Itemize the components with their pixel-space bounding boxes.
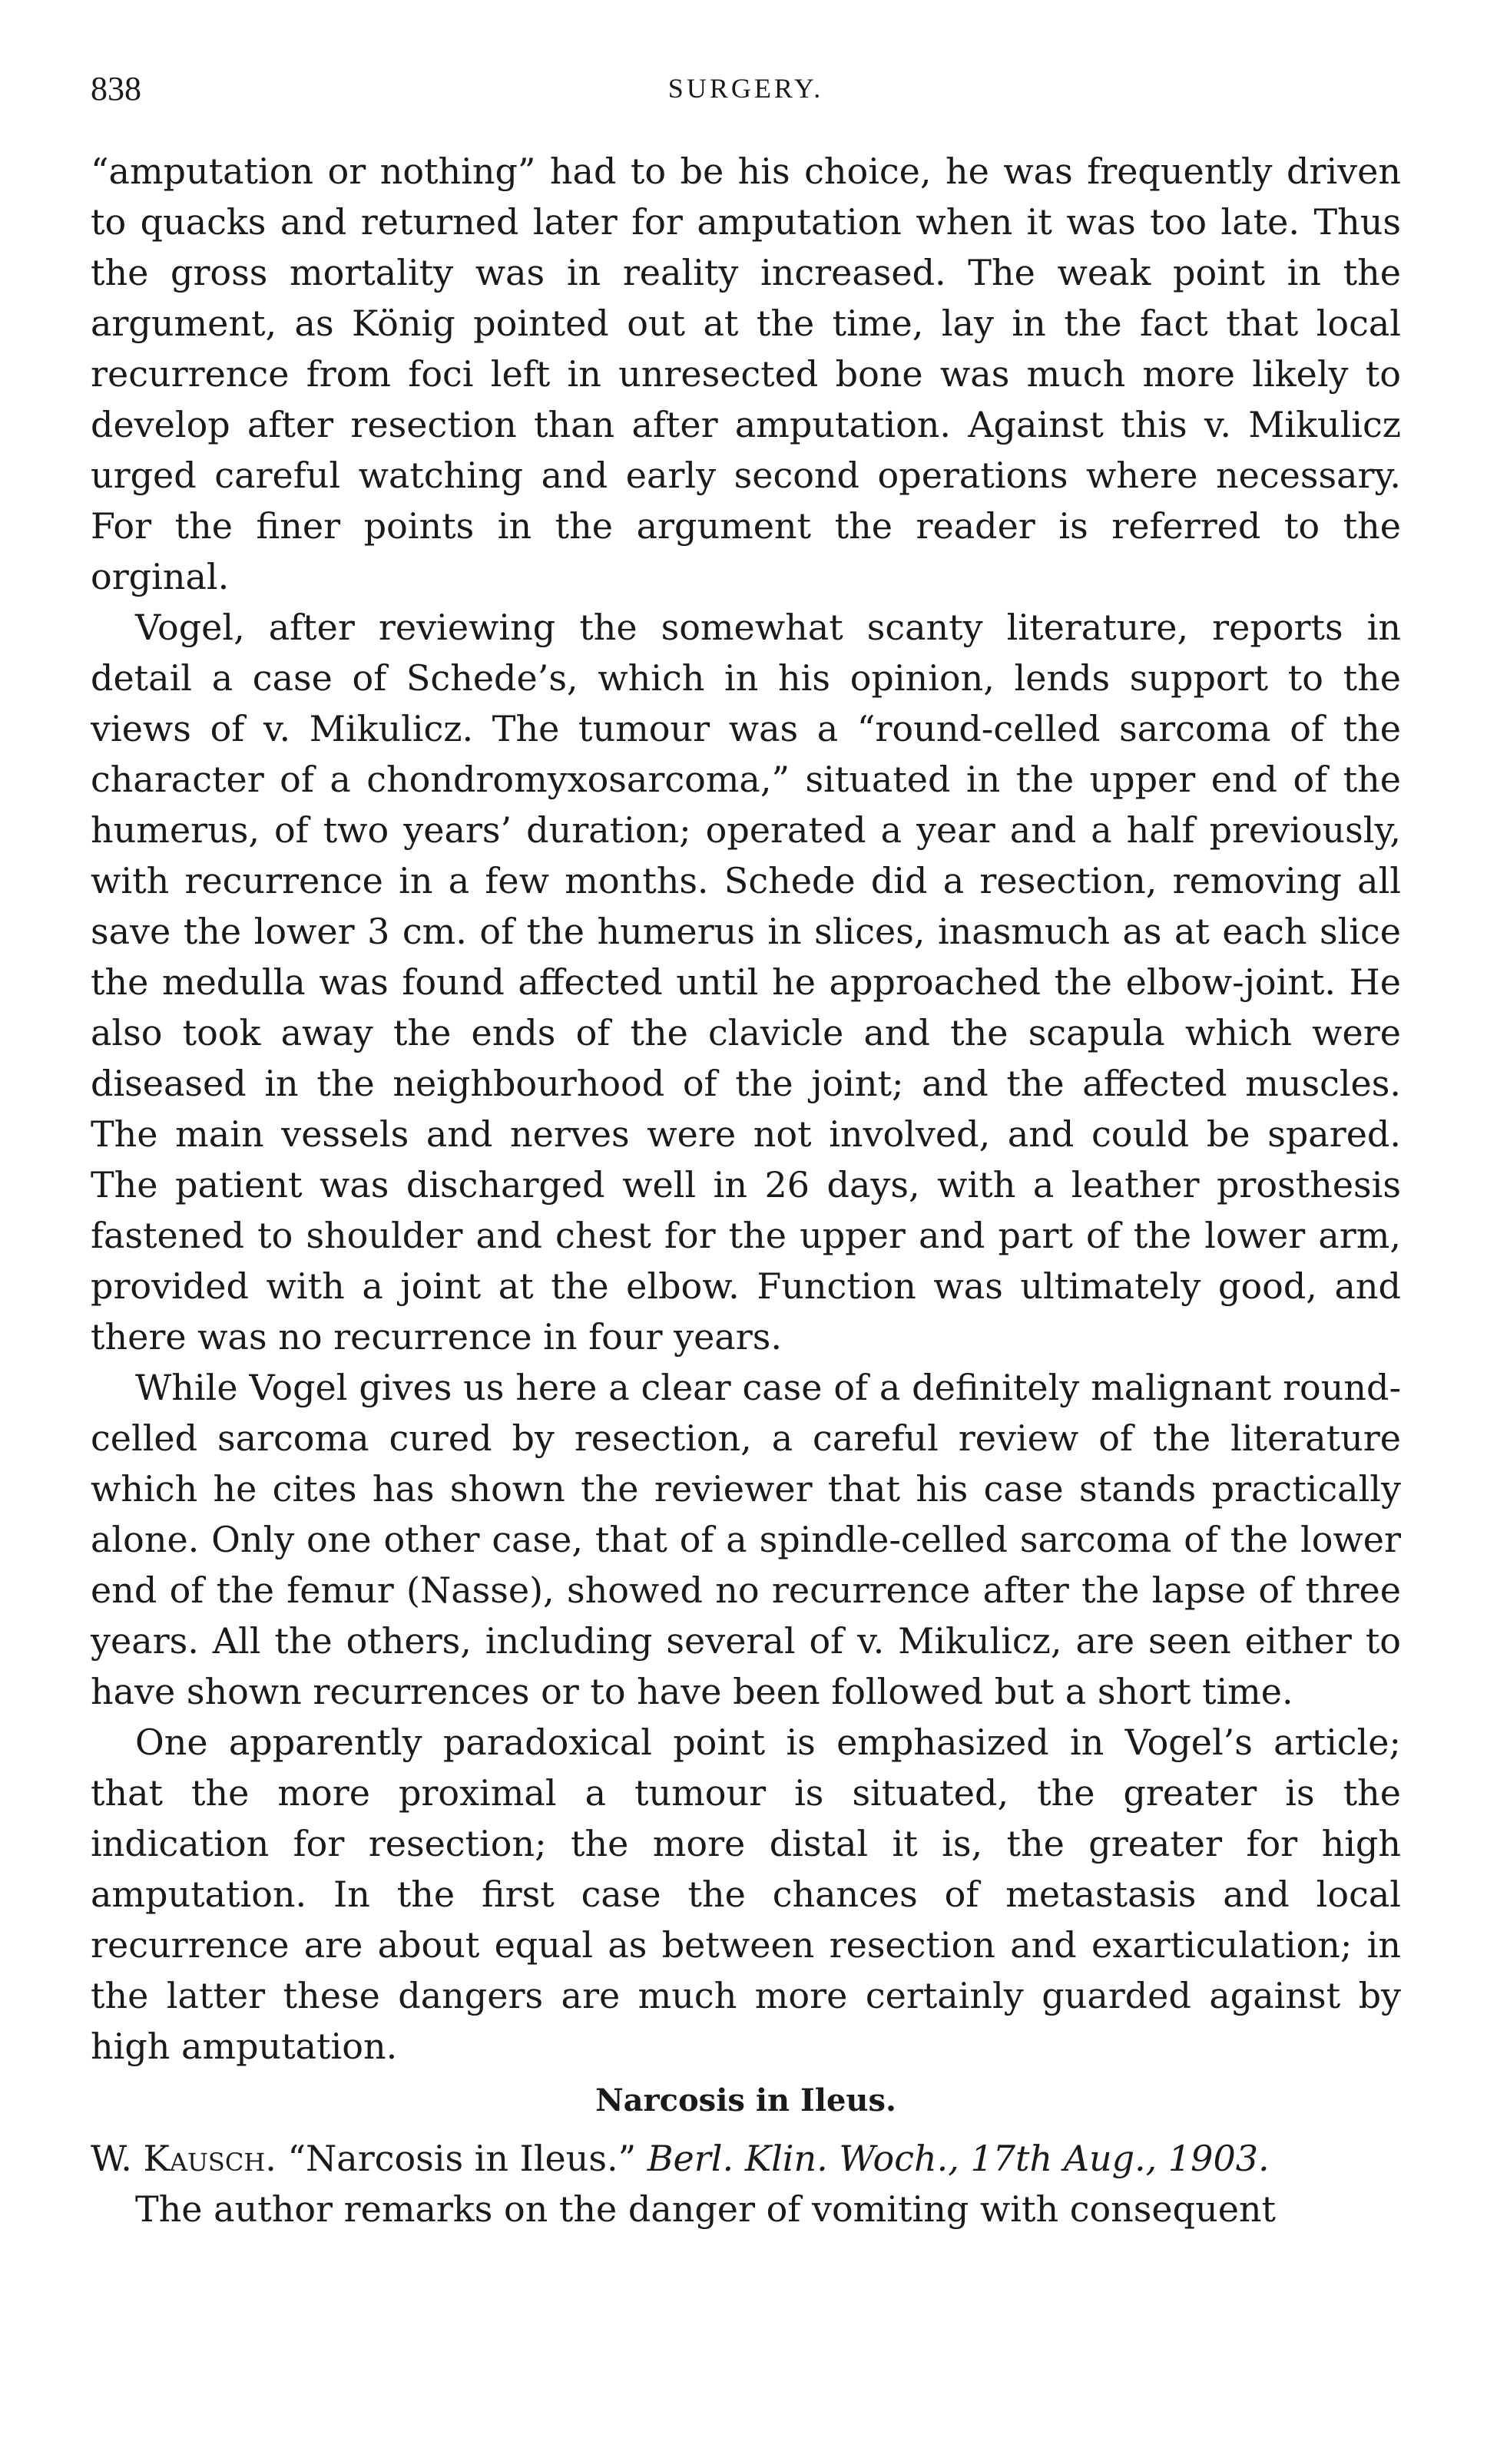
paragraph-opening: The author remarks on the danger of vomiting with consequent: [135, 2188, 1277, 2230]
paragraph-continuation: “amputation or nothing” had to be his choice, he was frequently driven to quacks and returned later for amputation when it was too late. Thus the gross mortality was in reality increased. The weak point in the argument, as König pointed out at the time, lay in the fact that local recurrence from foci left in unresected bone was much more likely to develop after resection than after amputation. Against this v. Mikulicz urged careful watching and early second operations where necessary. For the finer points in the argument the reader is referred to the orginal.: [91, 150, 1401, 597]
body-text: [91, 146, 1401, 2072]
document-page: [91, 31, 1401, 2234]
paragraph-vogel-case: Vogel, after reviewing the somewhat scanty literature, reports in detail a case of Schede’s, which in his opinion, lends support to the views of v. Mikulicz. The tumour was a “round-celled sarcoma of the character of a chondromyxosarcoma,” situated in the upper end of the humerus, of two years’ duration; operated a year and a half previously, with recurrence in a few months. Schede did a resection, removing all save the lower 3 cm. of the humerus in slices, inasmuch as at each slice the medulla was found affected until he approached the elbow-joint. He also took away the ends of the clavicle and the scapula which were diseased in the neighbourhood of the joint; and the affected muscles. The main vessels and nerves were not involved, and could be spared. The patient was discharged well in 26 days, with a leather prosthesis fastened to shoulder and chest for the upper and part of the lower arm, provided with a joint at the elbow. Function was ultimately good, and there was no recurrence in four years.: [91, 607, 1401, 1358]
citation-title: “Narcosis in Ileus.”: [287, 2138, 637, 2179]
paragraph-paradoxical-point: One apparently paradoxical point is emphasized in Vogel’s article; that the more proximal a tumour is situated, the greater is the indication for resection; the more distal it is, the greater for high amputation. In the first case the chances of metastasis and local recurrence are about equal as between resection and exarticulation; in the latter these dangers are much more certainly guarded against by high amputation.: [91, 1721, 1401, 2067]
section-body: [91, 2184, 1401, 2234]
page-header: [91, 31, 1401, 146]
page-number: 838: [91, 70, 141, 107]
citation: [91, 2133, 1401, 2184]
paragraph-literature-review: While Vogel gives us here a clear case of a definitely malignant round-celled sarcoma cured by resection, a careful review of the literature which he cites has shown the reviewer that his case stands practically alone. Only one other case, that of a spindle-celled sarcoma of the lower end of the femur (Nasse), showed no recurrence after the lapse of three years. All the others, including several of v. Mikulicz, are seen either to have shown recurrences or to have been followed but a short time.: [91, 1367, 1401, 1712]
section-heading: Narcosis in Ileus.: [595, 2082, 896, 2118]
running-head: SURGERY.: [667, 73, 824, 104]
citation-author: W. Kausch.: [91, 2138, 277, 2179]
citation-journal: Berl. Klin. Woch., 17th Aug., 1903.: [647, 2138, 1270, 2179]
